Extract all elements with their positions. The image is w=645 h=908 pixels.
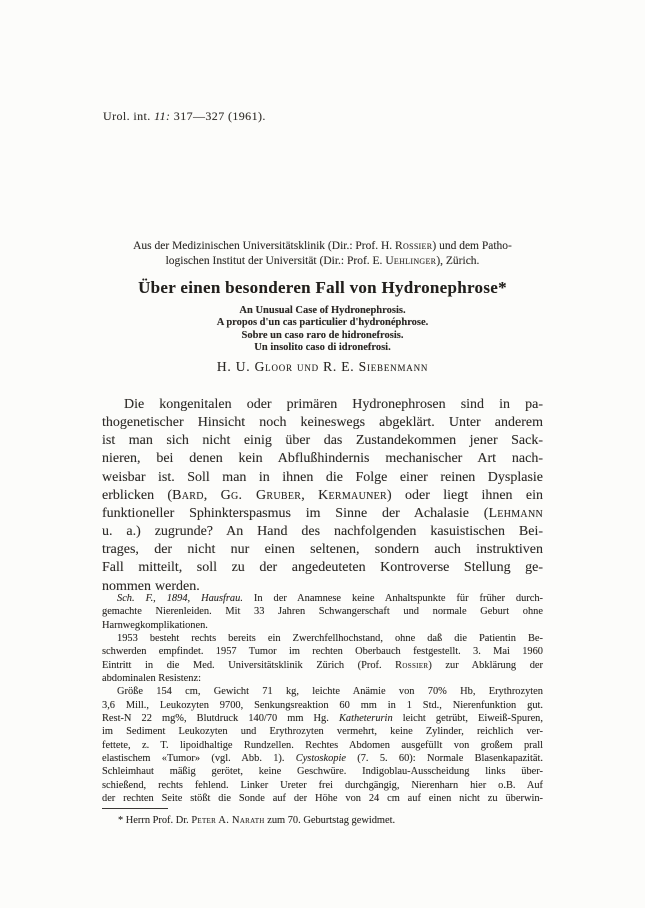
- case-report-section: [102, 592, 543, 806]
- text-line: schießend, rechts fehlend. Linker Ureter frei durchgängig, Nierenharn hier o.B. Auf: [102, 779, 543, 791]
- translated-subtitles: [102, 305, 543, 354]
- text-line: Aus der Medizinischen Universitätsklinik (Dir.: Prof. H. Rossier) und dem Patho-: [133, 240, 512, 252]
- text-line: Eintritt in die Med. Universitätsklinik Zürich (Prof. Rossier) zur Abklärung der: [102, 659, 543, 671]
- text-line: der rechten Seite stößt die Sonde auf der Höhe von 24 cm auf einen nicht zu überwin-: [102, 793, 543, 805]
- text-line: trages, der nicht nur einen seltenen, sondern auch instruktiven: [102, 542, 543, 558]
- text-line: Rest-N 22 mg%, Blutdruck 140/70 mm Hg. Katheterurin leicht getrübt, Eiweiß-Spuren,: [102, 713, 543, 725]
- text-line: ist man sich nicht einig über das Zustandekommen jener Sack-: [102, 433, 543, 449]
- text-line: schwerden empfindet. 1957 Tumor im rechten Oberbauch festgestellt. 3. Mai 1960: [102, 646, 543, 658]
- authors-line: H. U. Gloor und R. E. Siebenmann: [216, 359, 429, 374]
- text-line: Harnwegkomplikationen.: [102, 619, 208, 631]
- text-line: erblicken (Bard, Gg. Gruber, Kermauner) oder liegt ihnen ein: [102, 487, 543, 503]
- text-line: im Sediment Leukozyten und Erythrozyten vermehrt, keine Zylinder, reichlich ver-: [102, 726, 543, 738]
- case-paragraph-befunde: [102, 685, 543, 805]
- article-title: Über einen besonderen Fall von Hydronephrose*: [138, 278, 507, 297]
- text-line: nommen werden.: [102, 578, 200, 594]
- text-line: funktioneller Sphinkterspasmus im Sinne der Achalasie (Lehmann: [102, 505, 543, 521]
- journal-reference: Urol. int. 11: 317—327 (1961).: [103, 109, 266, 123]
- text-line: u. a.) zugrunde? An Hand des nachfolgenden kasuistischen Bei-: [102, 524, 543, 540]
- text-line: nieren, bei denen kein Abflußhindernis mechanischer Art nach-: [102, 451, 543, 467]
- text-line: Schleimhaut mäßig gerötet, keine Geschwüre. Indigoblau-Ausscheidung links über-: [102, 766, 543, 778]
- text-line: 3,6 Mill., Leukozyten 9700, Senkungsreaktion 60 mm in 1 Std., Nierenfunktion gut.: [102, 699, 543, 711]
- text-line: Fall mitteilt, soll zu der angedeuteten Kontroverse Stellung ge-: [102, 560, 543, 576]
- dedication-footnote: * Herrn Prof. Dr. Peter A. Narath zum 70. Geburtstag gewidmet.: [118, 815, 396, 826]
- case-paragraph-verlauf: [102, 632, 543, 685]
- text-line: elastischem «Tumor» (vgl. Abb. 1). Cystoskopie (7. 5. 60): Normale Blasenkapazität.: [102, 753, 543, 765]
- text-line: logischen Institut der Universität (Dir.: Prof. E. Uehlinger), Zürich.: [165, 254, 480, 267]
- case-paragraph-anamnese: [102, 592, 543, 632]
- affiliation: [102, 239, 543, 268]
- text-line: thogenetischer Hinsicht noch keineswegs abgeklärt. Unter anderem: [102, 415, 543, 431]
- text-line: fettete, z. T. lipoidhaltige Rundzellen. Rechtes Abdomen ausgefüllt von großem prall: [102, 739, 543, 751]
- text-line: weisbar ist. Soll man in ihnen die Folge einer reinen Dysplasie: [102, 469, 543, 485]
- text-line: abdominalen Resistenz:: [102, 673, 201, 685]
- text-line: An Unusual Case of Hydronephrosis.: [239, 305, 406, 316]
- footnote-rule: [102, 808, 168, 809]
- text-line: A propos d'un cas particulier d'hydronéphrose.: [216, 317, 429, 329]
- text-line: Größe 154 cm, Gewicht 71 kg, leichte Anämie von 70% Hb, Erythrozyten: [117, 686, 543, 698]
- text-line: Sobre un caso raro de hidronefrosis.: [241, 329, 404, 341]
- text-line: gemachte Nierenleiden. Mit 33 Jahren Schwangerschaft und normale Geburt ohne: [102, 606, 543, 618]
- text-line: Sch. F., 1894, Hausfrau. In der Anamnese keine Anhaltspunkte für früher durch-: [117, 593, 543, 604]
- text-line: 1953 besteht rechts bereits ein Zwerchfellhochstand, ohne daß die Patientin Be-: [117, 633, 543, 645]
- text-line: Un insolito caso di idronefrosi.: [254, 341, 391, 353]
- introduction-paragraph: [102, 396, 543, 596]
- text-line: Die kongenitalen oder primären Hydronephrosen sind in pa-: [124, 397, 543, 412]
